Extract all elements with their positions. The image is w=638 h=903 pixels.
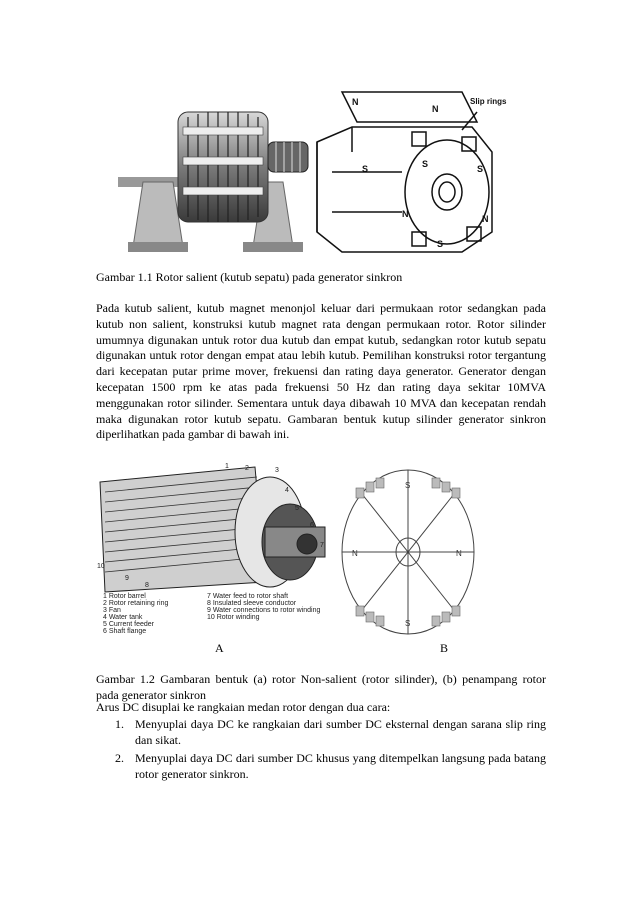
pole-label: N — [352, 549, 358, 558]
body-paragraph: Pada kutub salient, kutub magnet menonjol keluar dari permukaan rotor sedangkan pada kutub non salient, konstruksi kutub magnet rata dengan permukaan rotor. Rotor silinder umumnya digunakan untuk rotor dua kutub dan empat kutub, sedangkan rotor kutub sepatu digunakan untuk rotor dengan empat atau lebih kutub. Pemilihan konstruksi rotor tergantung dari kecepatan putar prime mover, frekuensi dan rating daya generator. Generator dengan kecepatan 1500 rpm ke atas pada frekuensi 50 Hz dan rating daya sekitar 10MVA menggunakan rotor silinder. Sementara untuk daya dibawah 10 MVA dan kecepatan rendah maka digunakan rotor kutub sepatu. Gambaran bentuk kutup silinder generator sinkron diperlihatkan pada gambar di bawah ini. — [96, 301, 546, 442]
slip-rings-label: Slip rings — [470, 97, 507, 106]
legend-item: 9 Water connections to rotor winding — [207, 607, 321, 614]
callout: 8 — [145, 582, 149, 589]
list-text: Menyuplai daya DC dari sumber DC khusus yang ditempelkan langsung pada batang rotor generator sinkron. — [135, 751, 546, 781]
legend-item: 7 Water feed to rotor shaft — [207, 593, 289, 600]
list-text: Menyuplai daya DC ke rangkaian dari sumber DC eksternal dengan sarana slip ring dan sikat. — [135, 717, 546, 747]
pole-label: S — [477, 164, 484, 174]
salient-rotor-photo — [118, 82, 310, 254]
list-intro: Arus DC disuplai ke rangkaian medan rotor dengan dua cara: — [96, 700, 391, 714]
pole-label: S — [437, 239, 444, 249]
callout: 1 — [225, 463, 229, 470]
pole-label: N — [456, 549, 462, 558]
legend-item: 8 Insulated sleeve conductor — [207, 600, 297, 607]
callout: 5 — [295, 505, 299, 512]
legend-item: 2 Rotor retaining ring — [103, 600, 169, 607]
list-number: 2. — [115, 751, 124, 765]
legend-item: 10 Rotor winding — [207, 614, 260, 621]
pole-label: S — [405, 481, 411, 490]
cylindrical-rotor-figure — [95, 462, 335, 639]
figure-label-a: A — [215, 641, 224, 655]
rotor-cross-section-figure — [338, 466, 478, 638]
figure-label-b: B — [440, 641, 449, 655]
callout: 4 — [285, 487, 289, 494]
legend-item: 1 Rotor barrel — [103, 593, 146, 600]
legend-item: 6 Shaft flange — [103, 628, 147, 635]
pole-label: N — [482, 214, 489, 224]
callout: 3 — [275, 467, 279, 474]
figure-2-caption: Gambar 1.2 Gambaran bentuk (a) rotor Non-salient (rotor silinder), (b) penampang rotor pada generator sinkron — [96, 672, 546, 702]
legend-item: 5 Current feeder — [103, 621, 154, 628]
list-item — [115, 750, 546, 782]
pole-label: N — [432, 104, 439, 114]
list-item — [115, 716, 546, 748]
callout: 7 — [320, 542, 324, 549]
pole-label: S — [362, 164, 369, 174]
legend-item: 4 Water tank — [103, 614, 143, 621]
list-number: 1. — [115, 717, 124, 731]
figure-1-caption: Gambar 1.1 Rotor salient (kutub sepatu) pada generator sinkron — [96, 270, 403, 284]
callout: 2 — [245, 465, 249, 472]
pole-label: S — [405, 619, 411, 628]
callout: 6 — [310, 522, 314, 529]
legend-item: 3 Fan — [103, 607, 121, 614]
callout: 9 — [125, 575, 129, 582]
callout: 10 — [97, 563, 105, 570]
salient-rotor-drawing — [312, 82, 507, 254]
pole-label: N — [402, 209, 409, 219]
pole-label: N — [352, 97, 359, 107]
pole-label: S — [422, 159, 429, 169]
